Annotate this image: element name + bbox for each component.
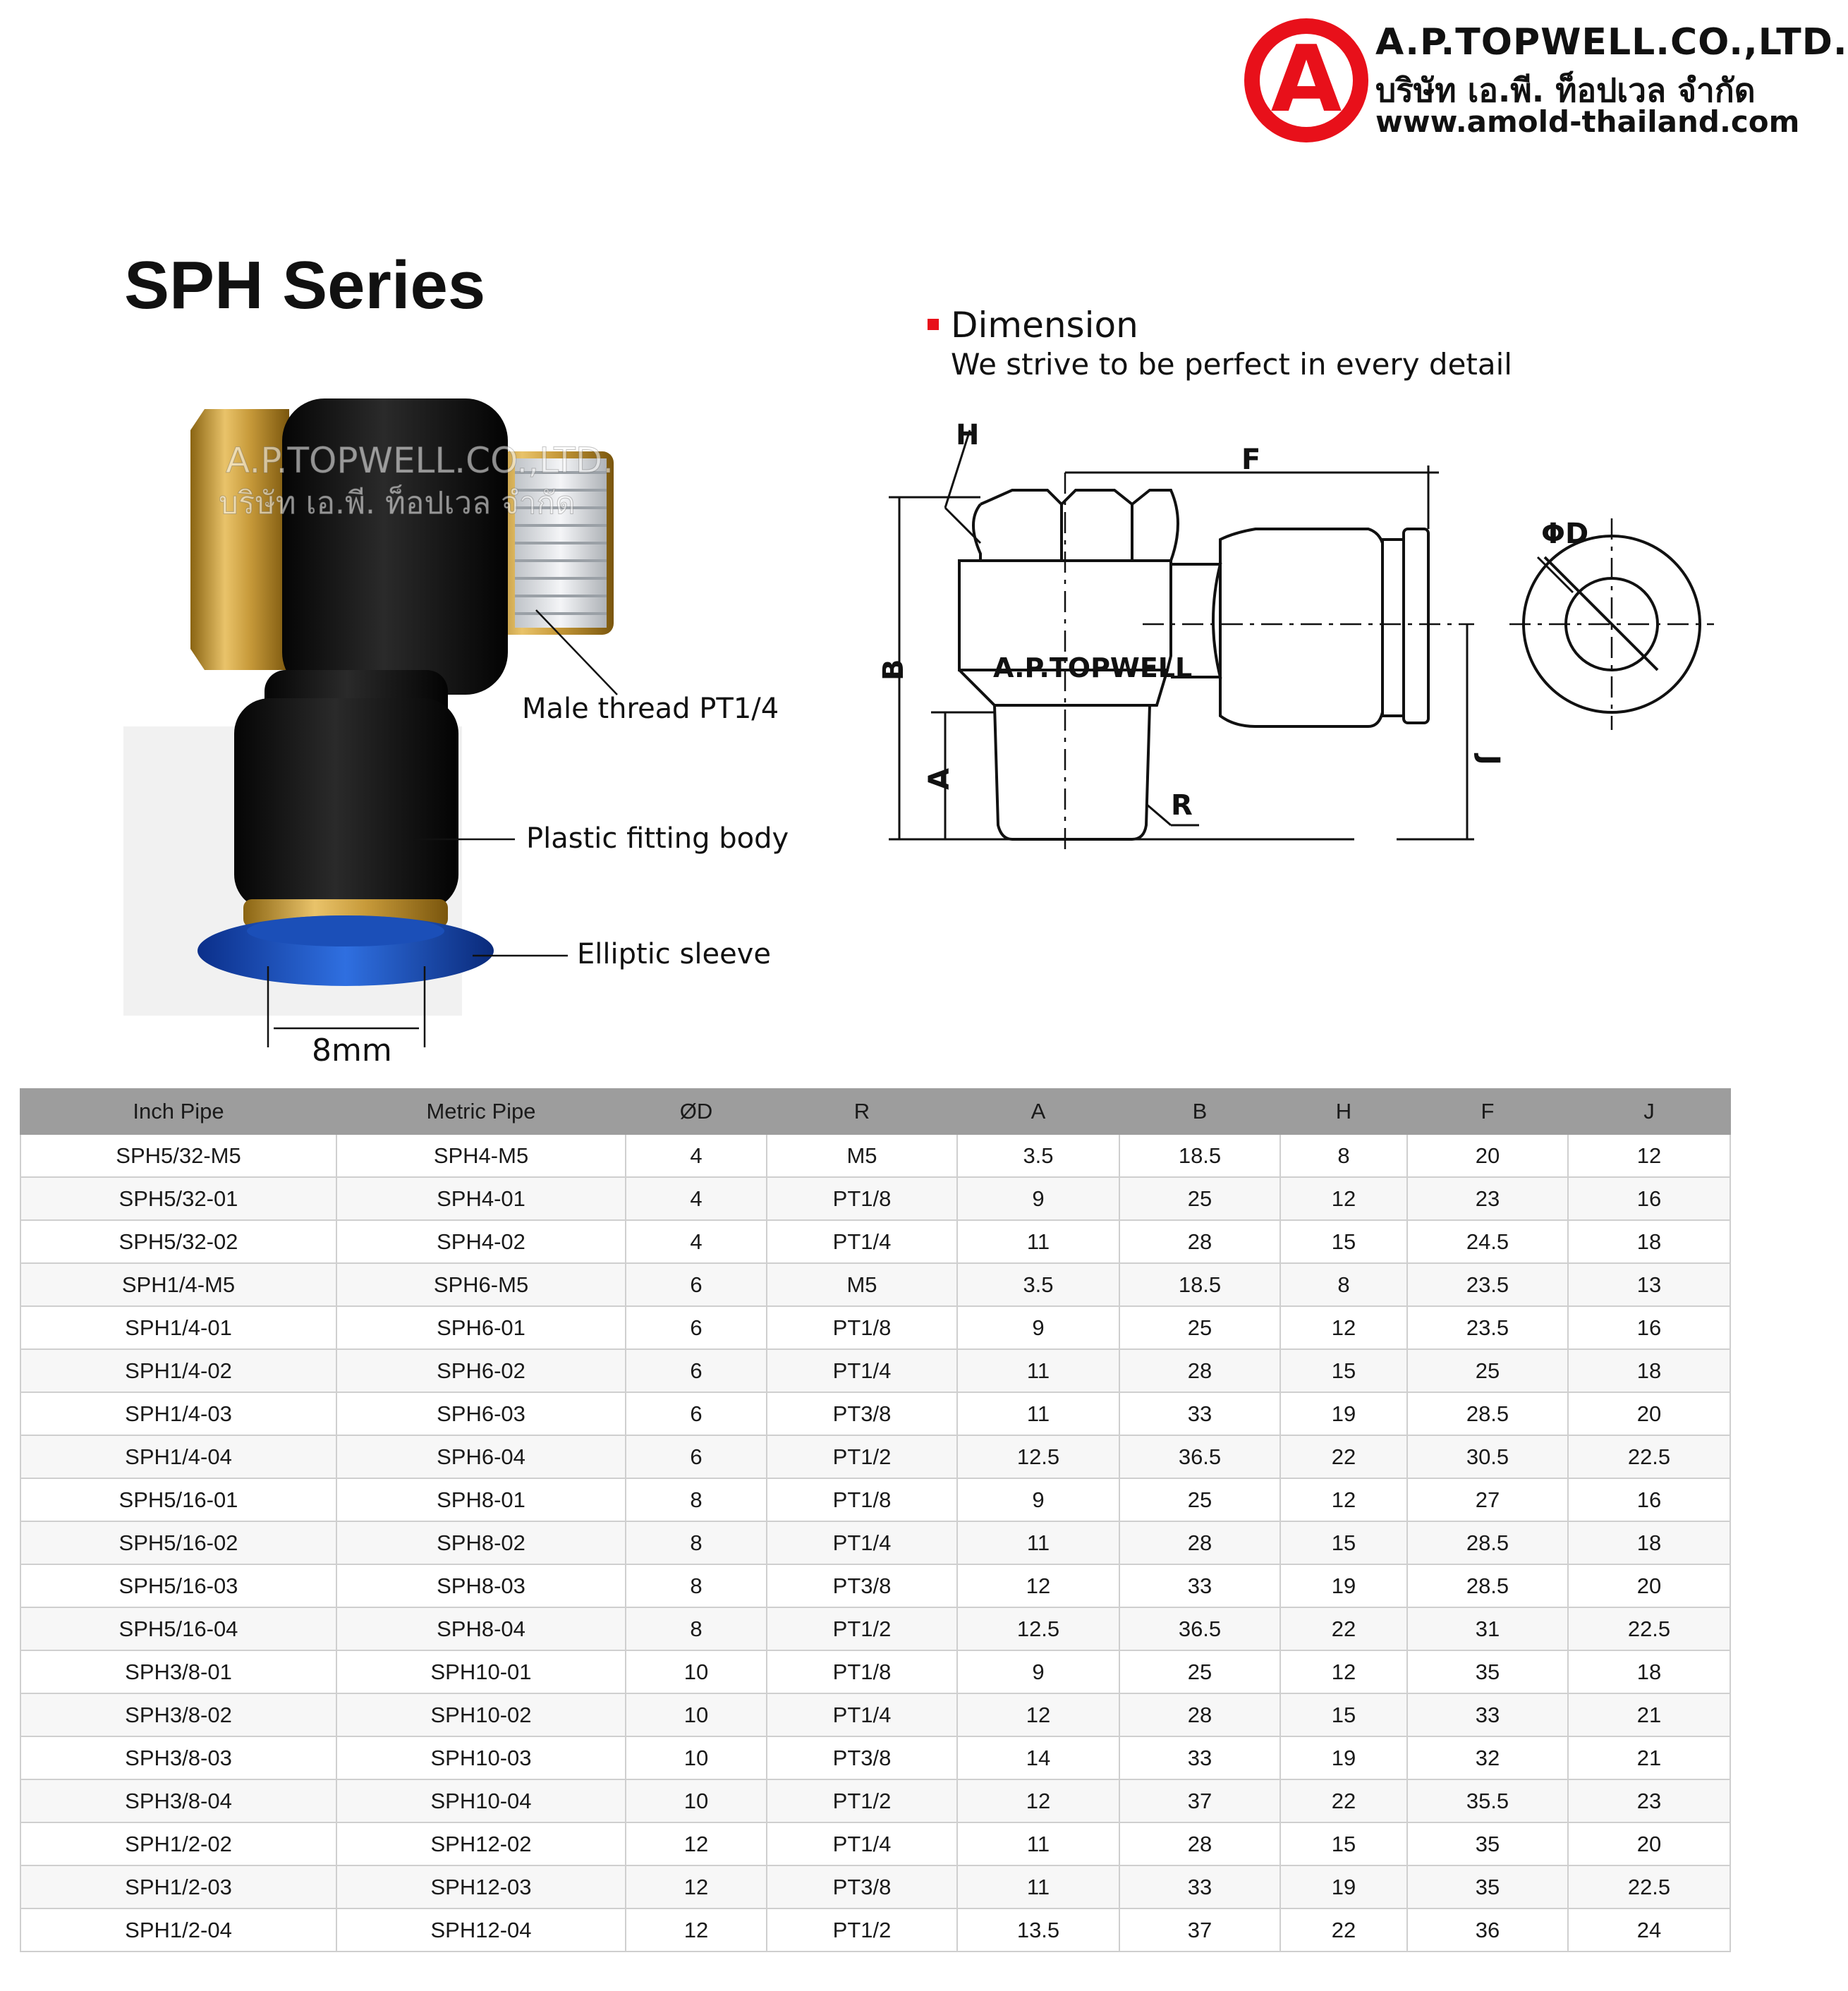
cell-j: 18 [1568, 1220, 1730, 1263]
cell-r: PT1/4 [767, 1349, 957, 1392]
table-row [20, 1220, 1730, 1263]
table-body [20, 1134, 1730, 1952]
cell-r: PT1/2 [767, 1435, 957, 1478]
cell-inch-pipe: SPH1/4-04 [20, 1435, 336, 1478]
cell-b: 25 [1119, 1478, 1280, 1521]
cell-od: 4 [626, 1177, 767, 1220]
cell-f: 27 [1407, 1478, 1568, 1521]
table-row [20, 1306, 1730, 1349]
cell-j: 20 [1568, 1822, 1730, 1865]
company-logo [1241, 16, 1372, 146]
drawing-sleeve [1404, 529, 1428, 723]
cell-inch-pipe: SPH3/8-03 [20, 1736, 336, 1779]
cell-h: 8 [1280, 1263, 1407, 1306]
callout-male-thread: Male thread PT1/4 [522, 693, 779, 725]
cell-inch-pipe: SPH1/2-04 [20, 1908, 336, 1952]
cell-f: 23.5 [1407, 1306, 1568, 1349]
table-row [20, 1779, 1730, 1822]
column-header-h: H [1280, 1089, 1407, 1134]
cell-f: 35 [1407, 1650, 1568, 1693]
cell-a: 12 [957, 1564, 1119, 1607]
cell-metric-pipe: SPH8-03 [336, 1564, 626, 1607]
cell-od: 6 [626, 1306, 767, 1349]
cell-a: 11 [957, 1220, 1119, 1263]
cell-metric-pipe: SPH6-M5 [336, 1263, 626, 1306]
table-row [20, 1693, 1730, 1736]
cell-h: 15 [1280, 1521, 1407, 1564]
drawing-hex-center [1062, 490, 1132, 561]
cell-inch-pipe: SPH3/8-02 [20, 1693, 336, 1736]
cell-b: 37 [1119, 1779, 1280, 1822]
cell-r: PT3/8 [767, 1865, 957, 1908]
column-header-a: A [957, 1089, 1119, 1134]
cell-b: 33 [1119, 1865, 1280, 1908]
cell-r: PT1/2 [767, 1607, 957, 1650]
cell-r: PT1/4 [767, 1220, 957, 1263]
table-row [20, 1564, 1730, 1607]
cell-r: PT1/8 [767, 1650, 957, 1693]
company-name-en: A.P.TOPWELL.CO.,LTD. [1375, 21, 1848, 63]
plastic-fitting-body [234, 698, 458, 910]
cell-b: 36.5 [1119, 1607, 1280, 1650]
cell-od: 4 [626, 1134, 767, 1177]
drawing-collar [1382, 540, 1404, 716]
cell-a: 9 [957, 1478, 1119, 1521]
cell-h: 12 [1280, 1306, 1407, 1349]
cell-j: 22.5 [1568, 1435, 1730, 1478]
cell-a: 12 [957, 1779, 1119, 1822]
company-website[interactable]: www.amold-thailand.com [1375, 104, 1800, 139]
cell-h: 15 [1280, 1693, 1407, 1736]
cell-j: 20 [1568, 1564, 1730, 1607]
cell-metric-pipe: SPH10-04 [336, 1779, 626, 1822]
cell-r: PT3/8 [767, 1392, 957, 1435]
drawing-label-a: A [923, 768, 956, 790]
cell-a: 12.5 [957, 1607, 1119, 1650]
cell-metric-pipe: SPH12-02 [336, 1822, 626, 1865]
cell-h: 19 [1280, 1392, 1407, 1435]
table-row [20, 1650, 1730, 1693]
cell-r: PT1/8 [767, 1478, 957, 1521]
cell-a: 12 [957, 1693, 1119, 1736]
cell-b: 18.5 [1119, 1134, 1280, 1177]
cell-h: 19 [1280, 1564, 1407, 1607]
cell-f: 32 [1407, 1736, 1568, 1779]
column-header-metric-pipe: Metric Pipe [336, 1089, 626, 1134]
cell-b: 18.5 [1119, 1263, 1280, 1306]
logo-letter: A [1270, 25, 1342, 133]
cell-metric-pipe: SPH10-02 [336, 1693, 626, 1736]
cell-r: PT1/4 [767, 1521, 957, 1564]
photo-watermark-en: A.P.TOPWELL.CO.,LTD. [226, 440, 614, 481]
cell-inch-pipe: SPH1/4-03 [20, 1392, 336, 1435]
cell-metric-pipe: SPH12-03 [336, 1865, 626, 1908]
cell-a: 11 [957, 1349, 1119, 1392]
cell-metric-pipe: SPH8-04 [336, 1607, 626, 1650]
cell-j: 16 [1568, 1306, 1730, 1349]
table-row [20, 1435, 1730, 1478]
company-name-th: บริษัท เอ.พี. ท็อปเวล จำกัด [1375, 71, 1756, 109]
cell-f: 30.5 [1407, 1435, 1568, 1478]
cell-a: 11 [957, 1822, 1119, 1865]
cell-h: 12 [1280, 1177, 1407, 1220]
cell-f: 28.5 [1407, 1564, 1568, 1607]
dimension-title: Dimension [951, 305, 1138, 346]
table-row [20, 1349, 1730, 1392]
cell-h: 22 [1280, 1435, 1407, 1478]
cell-b: 33 [1119, 1736, 1280, 1779]
cell-a: 13.5 [957, 1908, 1119, 1952]
cell-od: 12 [626, 1908, 767, 1952]
cell-b: 28 [1119, 1349, 1280, 1392]
cell-f: 25 [1407, 1349, 1568, 1392]
cell-f: 35.5 [1407, 1779, 1568, 1822]
cell-j: 24 [1568, 1908, 1730, 1952]
drawing-hex-right [1132, 490, 1178, 561]
cell-a: 9 [957, 1306, 1119, 1349]
cell-inch-pipe: SPH5/32-02 [20, 1220, 336, 1263]
cell-a: 14 [957, 1736, 1119, 1779]
callout-elliptic-sleeve: Elliptic sleeve [577, 938, 771, 970]
cell-j: 22.5 [1568, 1607, 1730, 1650]
cell-j: 21 [1568, 1736, 1730, 1779]
cell-j: 16 [1568, 1478, 1730, 1521]
cell-f: 36 [1407, 1908, 1568, 1952]
drawing-thread [995, 705, 1150, 839]
callout-plastic-body: Plastic fitting body [526, 822, 789, 855]
cell-inch-pipe: SPH1/4-M5 [20, 1263, 336, 1306]
cell-r: PT1/8 [767, 1306, 957, 1349]
page-title: SPH Series [124, 248, 486, 323]
cell-metric-pipe: SPH6-02 [336, 1349, 626, 1392]
cell-a: 12.5 [957, 1435, 1119, 1478]
cell-h: 19 [1280, 1736, 1407, 1779]
cell-a: 9 [957, 1650, 1119, 1693]
column-header-f: F [1407, 1089, 1568, 1134]
cell-j: 18 [1568, 1650, 1730, 1693]
cell-inch-pipe: SPH1/2-03 [20, 1865, 336, 1908]
cell-j: 18 [1568, 1521, 1730, 1564]
drawing-brand: A.P.TOPWELL [993, 652, 1193, 683]
cell-f: 20 [1407, 1134, 1568, 1177]
cell-a: 11 [957, 1521, 1119, 1564]
table-row [20, 1822, 1730, 1865]
table-row [20, 1908, 1730, 1952]
drawing-label-h: H [956, 419, 980, 451]
cell-od: 10 [626, 1650, 767, 1693]
cell-a: 9 [957, 1177, 1119, 1220]
cell-h: 22 [1280, 1779, 1407, 1822]
cell-od: 6 [626, 1263, 767, 1306]
drawing-hex-left [973, 490, 1062, 561]
drawing-side-body [1220, 529, 1382, 726]
cell-r: PT1/4 [767, 1693, 957, 1736]
table-row [20, 1134, 1730, 1177]
cell-h: 12 [1280, 1478, 1407, 1521]
cell-h: 19 [1280, 1865, 1407, 1908]
cell-b: 28 [1119, 1521, 1280, 1564]
table-row [20, 1392, 1730, 1435]
cell-inch-pipe: SPH1/4-02 [20, 1349, 336, 1392]
cell-f: 35 [1407, 1822, 1568, 1865]
cell-r: PT1/8 [767, 1177, 957, 1220]
column-header-od: ØD [626, 1089, 767, 1134]
cell-metric-pipe: SPH10-03 [336, 1736, 626, 1779]
cell-inch-pipe: SPH5/16-03 [20, 1564, 336, 1607]
cell-inch-pipe: SPH5/32-M5 [20, 1134, 336, 1177]
table-row [20, 1865, 1730, 1908]
cell-f: 28.5 [1407, 1392, 1568, 1435]
cell-f: 33 [1407, 1693, 1568, 1736]
cell-inch-pipe: SPH5/16-04 [20, 1607, 336, 1650]
cell-j: 18 [1568, 1349, 1730, 1392]
cell-inch-pipe: SPH5/16-01 [20, 1478, 336, 1521]
cell-f: 23 [1407, 1177, 1568, 1220]
cell-inch-pipe: SPH5/32-01 [20, 1177, 336, 1220]
cell-metric-pipe: SPH10-01 [336, 1650, 626, 1693]
cell-metric-pipe: SPH8-01 [336, 1478, 626, 1521]
cell-h: 15 [1280, 1822, 1407, 1865]
cell-j: 22.5 [1568, 1865, 1730, 1908]
column-header-r: R [767, 1089, 957, 1134]
cell-j: 23 [1568, 1779, 1730, 1822]
cell-od: 6 [626, 1435, 767, 1478]
cell-metric-pipe: SPH4-M5 [336, 1134, 626, 1177]
drawing-od-diagonal [1545, 557, 1658, 670]
drawing-label-f: F [1241, 444, 1261, 476]
drawing-label-b: B [877, 659, 910, 681]
cell-od: 4 [626, 1220, 767, 1263]
cell-h: 15 [1280, 1349, 1407, 1392]
drawing-label-r: R [1171, 789, 1193, 822]
cell-r: PT1/2 [767, 1779, 957, 1822]
cell-b: 33 [1119, 1564, 1280, 1607]
cell-j: 12 [1568, 1134, 1730, 1177]
table-header-row [20, 1089, 1730, 1134]
cell-inch-pipe: SPH5/16-02 [20, 1521, 336, 1564]
cell-r: PT1/4 [767, 1822, 957, 1865]
cell-inch-pipe: SPH1/4-01 [20, 1306, 336, 1349]
cell-f: 28.5 [1407, 1521, 1568, 1564]
cell-b: 28 [1119, 1693, 1280, 1736]
cell-h: 22 [1280, 1607, 1407, 1650]
cell-inch-pipe: SPH1/2-02 [20, 1822, 336, 1865]
cell-j: 13 [1568, 1263, 1730, 1306]
cell-od: 12 [626, 1865, 767, 1908]
cell-f: 23.5 [1407, 1263, 1568, 1306]
cell-h: 22 [1280, 1908, 1407, 1952]
cell-h: 12 [1280, 1650, 1407, 1693]
cell-r: M5 [767, 1134, 957, 1177]
table-row [20, 1177, 1730, 1220]
cell-a: 11 [957, 1392, 1119, 1435]
cell-od: 8 [626, 1478, 767, 1521]
cell-od: 8 [626, 1521, 767, 1564]
cell-od: 10 [626, 1779, 767, 1822]
cell-a: 3.5 [957, 1263, 1119, 1306]
drawing-label-od: ΦD [1541, 518, 1589, 550]
cell-od: 8 [626, 1564, 767, 1607]
cell-metric-pipe: SPH6-03 [336, 1392, 626, 1435]
cell-od: 6 [626, 1392, 767, 1435]
cell-r: PT1/2 [767, 1908, 957, 1952]
table-row [20, 1263, 1730, 1306]
cell-inch-pipe: SPH3/8-04 [20, 1779, 336, 1822]
dimension-drawing [877, 416, 1721, 860]
cell-b: 28 [1119, 1220, 1280, 1263]
column-header-inch-pipe: Inch Pipe [20, 1089, 336, 1134]
photo-watermark-th: บริษัท เอ.พี. ท็อปเวล จำกัด [219, 485, 576, 521]
cell-h: 8 [1280, 1134, 1407, 1177]
cell-j: 20 [1568, 1392, 1730, 1435]
cell-j: 16 [1568, 1177, 1730, 1220]
dimension-subtitle: We strive to be perfect in every detail [951, 347, 1512, 382]
cell-r: PT3/8 [767, 1564, 957, 1607]
cell-od: 10 [626, 1736, 767, 1779]
cell-h: 15 [1280, 1220, 1407, 1263]
table-row [20, 1607, 1730, 1650]
table-row [20, 1478, 1730, 1521]
cell-a: 3.5 [957, 1134, 1119, 1177]
cell-f: 24.5 [1407, 1220, 1568, 1263]
cell-b: 25 [1119, 1177, 1280, 1220]
bullet-square-icon [928, 319, 939, 330]
drawing-label-j: J [1473, 755, 1505, 765]
cell-b: 37 [1119, 1908, 1280, 1952]
cell-metric-pipe: SPH12-04 [336, 1908, 626, 1952]
cell-b: 33 [1119, 1392, 1280, 1435]
cell-metric-pipe: SPH8-02 [336, 1521, 626, 1564]
cell-a: 11 [957, 1865, 1119, 1908]
cell-od: 8 [626, 1607, 767, 1650]
cell-f: 31 [1407, 1607, 1568, 1650]
cell-f: 35 [1407, 1865, 1568, 1908]
cell-r: PT3/8 [767, 1736, 957, 1779]
table-row [20, 1736, 1730, 1779]
cell-b: 36.5 [1119, 1435, 1280, 1478]
cell-metric-pipe: SPH4-01 [336, 1177, 626, 1220]
cell-b: 25 [1119, 1650, 1280, 1693]
cell-b: 25 [1119, 1306, 1280, 1349]
spec-table [20, 1088, 1731, 1952]
callout-size: 8mm [312, 1033, 392, 1068]
column-header-b: B [1119, 1089, 1280, 1134]
cell-metric-pipe: SPH6-04 [336, 1435, 626, 1478]
table-row [20, 1521, 1730, 1564]
column-header-j: J [1568, 1089, 1730, 1134]
cell-od: 10 [626, 1693, 767, 1736]
cell-metric-pipe: SPH6-01 [336, 1306, 626, 1349]
cell-od: 6 [626, 1349, 767, 1392]
cell-od: 12 [626, 1822, 767, 1865]
cell-j: 21 [1568, 1693, 1730, 1736]
cell-metric-pipe: SPH4-02 [336, 1220, 626, 1263]
cell-b: 28 [1119, 1822, 1280, 1865]
cell-r: M5 [767, 1263, 957, 1306]
cell-inch-pipe: SPH3/8-01 [20, 1650, 336, 1693]
